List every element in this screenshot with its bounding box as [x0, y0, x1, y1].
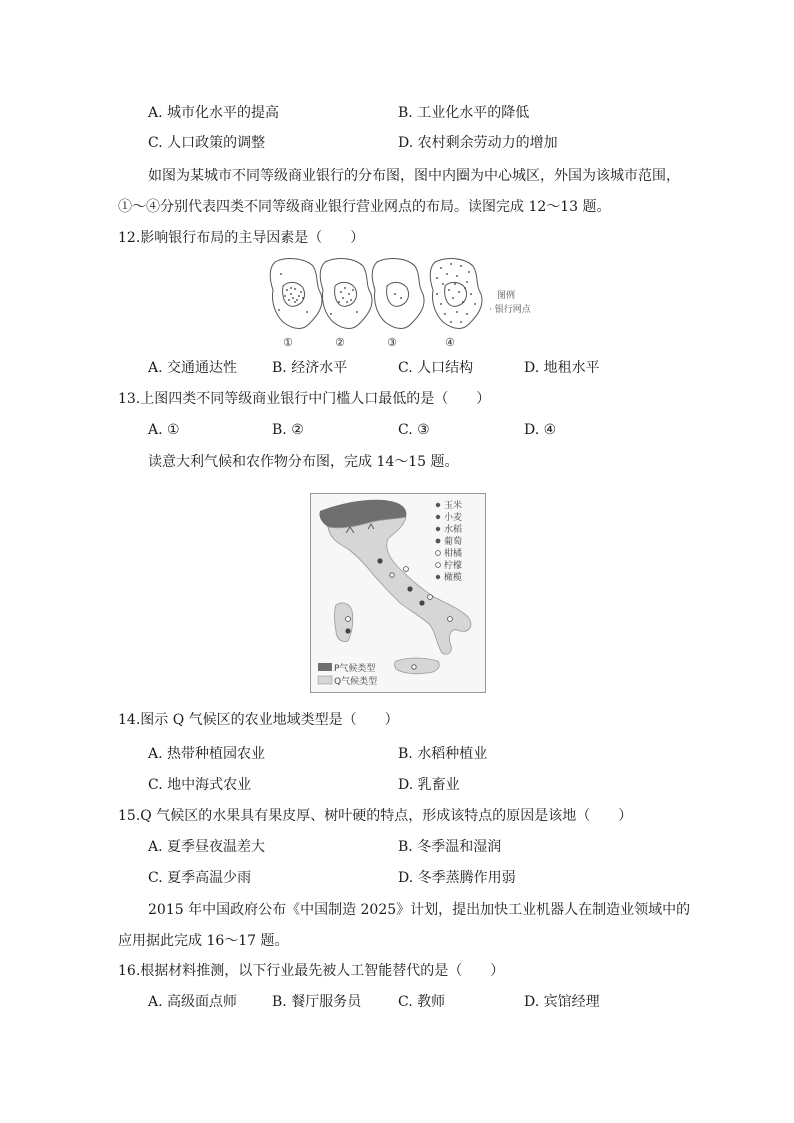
- q13-option-b: B. ②: [272, 422, 304, 438]
- q16-option-b: B. 餐厅服务员: [272, 994, 362, 1010]
- crop-legend-citrus: 柑橘: [444, 549, 463, 559]
- q11-option-a: A. 城市化水平的提高: [148, 105, 280, 121]
- crop-legend-wheat: 小麦: [444, 513, 463, 523]
- bank-label-1: ①: [283, 336, 293, 348]
- q14-option-a: A. 热带种植园农业: [148, 746, 266, 762]
- bank-legend-title: 图例: [497, 291, 516, 301]
- q13-option-a: A. ①: [148, 422, 180, 438]
- crop-legend-corn: 玉米: [444, 501, 463, 511]
- intro-12-13-line2: ①～④分别代表四类不同等级商业银行营业网点的布局。读图完成 12～13 题。: [118, 199, 611, 215]
- intro-16-17-line1: 2015 年中国政府公布《中国制造 2025》计划，提出加快工业机器人在制造业领域中的: [148, 902, 691, 918]
- bank-legend-item: · 银行网点: [489, 305, 531, 315]
- bank-distribution-figure: [265, 254, 545, 348]
- q13-stem: 13.上图四类不同等级商业银行中门槛人口最低的是（ ）: [118, 391, 491, 407]
- q14-option-b: B. 水稻种植业: [398, 746, 488, 762]
- bank-label-3: ③: [387, 336, 397, 348]
- q13-option-c: C. ③: [398, 422, 430, 438]
- q11-option-d: D. 农村剩余劳动力的增加: [398, 135, 558, 151]
- q15-stem: 15.Q 气候区的水果具有果皮厚、树叶硬的特点，形成该特点的原因是该地（ ）: [118, 808, 633, 824]
- q11-option-c: C. 人口政策的调整: [148, 135, 266, 151]
- crop-legend-grape: 葡萄: [444, 537, 463, 547]
- q12-stem: 12.影响银行布局的主导因素是（ ）: [118, 230, 365, 246]
- q16-option-a: A. 高级面点师: [148, 994, 238, 1010]
- italy-climate-crop-map: [310, 493, 486, 693]
- q12-option-d: D. 地租水平: [524, 360, 600, 376]
- bank-label-4: ④: [445, 336, 455, 348]
- intro-14-15: 读意大利气候和农作物分布图，完成 14～15 题。: [148, 454, 459, 470]
- q16-option-d: D. 宾馆经理: [524, 994, 600, 1010]
- q14-stem: 14.图示 Q 气候区的农业地域类型是（ ）: [118, 712, 399, 728]
- intro-12-13-line1: 如图为某城市不同等级商业银行的分布图，图中内圈为中心城区，外国为该城市范围，: [148, 168, 680, 184]
- q14-option-c: C. 地中海式农业: [148, 777, 252, 793]
- intro-16-17-line2: 应用据此完成 16～17 题。: [118, 933, 289, 949]
- q15-option-a: A. 夏季昼夜温差大: [148, 839, 266, 855]
- q16-option-c: C. 教师: [398, 994, 446, 1010]
- crop-legend-lemon: 柠檬: [444, 561, 463, 571]
- bank-label-2: ②: [335, 336, 345, 348]
- q14-option-d: D. 乳畜业: [398, 777, 460, 793]
- q12-option-c: C. 人口结构: [398, 360, 474, 376]
- q15-option-c: C. 夏季高温少雨: [148, 870, 252, 886]
- climate-legend-q: Q气候类型: [334, 677, 378, 687]
- crop-legend-olive: 橄榄: [444, 573, 463, 583]
- q13-option-d: D. ④: [524, 422, 557, 438]
- q12-option-a: A. 交通通达性: [148, 360, 238, 376]
- q15-option-b: B. 冬季温和湿润: [398, 839, 502, 855]
- q16-stem: 16.根据材料推测，以下行业最先被人工智能替代的是（ ）: [118, 963, 505, 979]
- q12-option-b: B. 经济水平: [272, 360, 348, 376]
- climate-legend-p: P气候类型: [334, 664, 376, 674]
- q15-option-d: D. 冬季蒸腾作用弱: [398, 870, 516, 886]
- crop-legend-rice: 水稻: [444, 525, 463, 535]
- q11-option-b: B. 工业化水平的降低: [398, 105, 530, 121]
